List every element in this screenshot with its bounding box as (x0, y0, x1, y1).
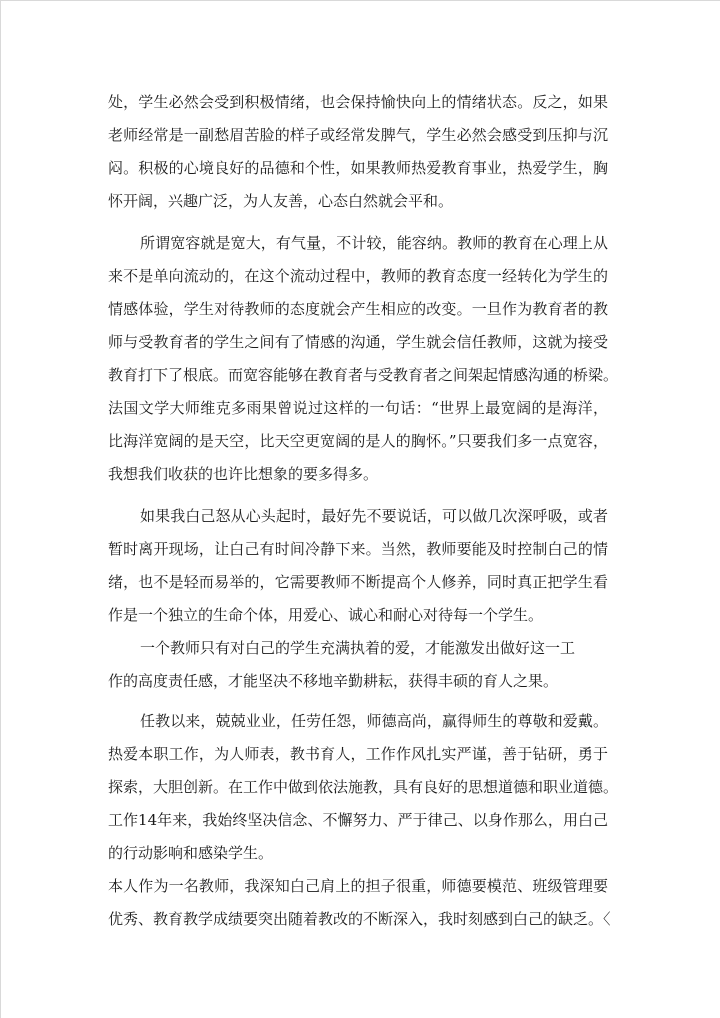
text-line: 处，学生必然会受到积极情绪，也会保持愉快向上的情绪状态。反之，如果 (108, 93, 608, 111)
text-line: 探索，大胆创新。在工作中做到依法施教，具有良好的思想道德和职业道德。 (108, 778, 619, 796)
paragraph-first-line: 本人作为一名教师，我深知白己肩上的担子很重，师德要模范、班级管理要 (108, 877, 608, 895)
paragraph-first-line: 如果我白己怒从心头起时，最好先不要说话，可以做几次深呼吸，或者 (140, 507, 608, 525)
text-line: 闷。积极的心境良好的品德和个性，如果教师热爱教育事业，热爱学生，胸 (108, 159, 608, 177)
text-line: 作的高度责任感，才能坚决不移地辛勤耕耘，获得丰硕的育人之果。 (108, 672, 559, 690)
text-line: 教育打下了根底。而宽容能够在教育者与受教育者之间架起情感沟通的桥梁。 (108, 366, 619, 384)
text-line: 比海洋宽阔的是天空，比天空更宽阔的是人的胸怀。”只要我们多一点宽容， (108, 432, 608, 450)
text-line: 优秀、教育教学成绩要突出随着教改的不断深入，我时刻感到白己的缺乏。〈 (108, 910, 611, 928)
text-line: 来不是单向流动的，在这个流动过程中，教师的教育态度一经转化为学生的 (108, 267, 608, 285)
text-line: 法国文学大师维克多雨果曾说过这样的一句话：“世界上最宽阔的是海洋， (108, 399, 608, 417)
text-line: 情感体验，学生对待教师的态度就会产生相应的改变。一旦作为教育者的教 (108, 300, 608, 318)
paragraph-first-line: 所谓宽容就是宽大，有气量，不计较，能容纳。教师的教育在心理上从 (140, 234, 608, 252)
text-line: 暂时离开现场，让白己有时间冷静下来。当然，教师要能及时控制白己的情 (108, 540, 608, 558)
text-line: 怀开阔，兴趣广泛，为人友善，心态白然就会平和。 (108, 192, 454, 210)
paragraph-first-line: 一个教师只有对白己的学生充满执着的爱，才能激发出做好这一工 (140, 639, 576, 657)
text-line: 绪，也不是轻而易举的，它需要教师不断提高个人修养，同时真正把学生看 (108, 573, 608, 591)
text-line: 老师经常是一副愁眉苦脸的样子或经常发脾气，学生必然会感受到压抑与沉 (108, 126, 608, 144)
text-line: 我想我们收获的也许比想象的要多得多。 (108, 465, 379, 483)
paragraph-first-line: 任教以来，兢兢业业，任劳任怨，师德高尚，赢得师生的尊敬和爱戴。 (140, 712, 608, 730)
text-line: 热爱本职工作，为人师表，教书育人，工作作风扎实严谨，善于钻研，勇于 (108, 745, 608, 763)
text-line: 师与受教育者的学生之间有了情感的沟通，学生就会信任教师，这就为接受 (108, 333, 608, 351)
text-line: 作是一个独立的生命个体，用爱心、诚心和耐心对待每一个学生。 (108, 606, 544, 624)
text-line: 的行动影响和感染学生。 (108, 844, 274, 862)
text-line: 工作14年来，我始终坚决信念、不懈努力、严于律己、以身作那么，用白己 (108, 811, 608, 829)
